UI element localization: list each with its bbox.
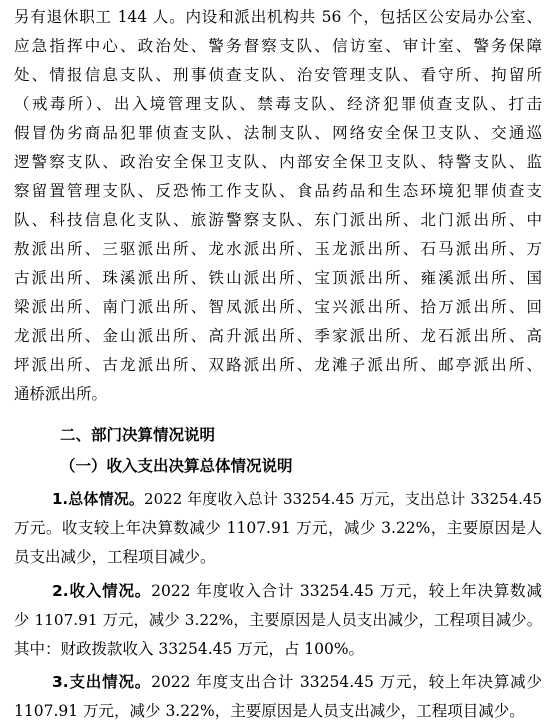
org-line-13: 坪派出所、古龙派出所、双路派出所、龙滩子派出所、邮亭派出所、 bbox=[14, 356, 542, 374]
org-line-11: 梁派出所、南门派出所、智凤派出所、宝兴派出所、拾万派出所、回 bbox=[14, 298, 542, 316]
expense-label: 3.支出情况。 bbox=[52, 673, 152, 691]
income-label: 2.收入情况。 bbox=[52, 582, 152, 600]
total-label: 1.总体情况。 bbox=[52, 490, 145, 508]
total-line-2: 万元。收支较上年决算数减少 1107.91 万元，减少 3.22%，主要原因是人 bbox=[14, 519, 542, 537]
org-line-12: 龙派出所、金山派出所、高升派出所、季家派出所、龙石派出所、高 bbox=[14, 327, 542, 345]
income-line-2: 少 1107.91 万元，减少 3.22%，主要原因是人员支出减少，工程项目减少。 bbox=[14, 611, 542, 629]
income-line-3: 其中：财政拨款收入 33254.45 万元，占 100%。 bbox=[14, 640, 365, 658]
org-line-3: 处、情报信息支队、刑事侦查支队、治安管理支队、看守所、拘留所 bbox=[14, 66, 542, 84]
org-line-14: 通桥派出所。 bbox=[14, 385, 108, 403]
org-line-5: 假冒伪劣商品犯罪侦查支队、法制支队、网络安全保卫支队、交通巡 bbox=[14, 124, 542, 142]
expense-text-1: 2022 年度支出合计 33254.45 万元，较上年决算减少 bbox=[151, 673, 542, 691]
expense-line-2: 1107.91 万元，减少 3.22%，主要原因是人员支出减少，工程项目减少。 bbox=[14, 702, 525, 720]
org-line-7: 察留置管理支队、反恐怖工作支队、食品药品和生态环境犯罪侦查支 bbox=[14, 182, 542, 200]
total-line-3: 员支出减少，工程项目减少。 bbox=[14, 548, 216, 566]
section-heading: 二、部门决算情况说明 bbox=[60, 426, 216, 444]
org-line-1: 另有退休职工 144 人。内设和派出机构共 56 个，包括区公安局办公室、 bbox=[14, 8, 542, 26]
total-text-1: 2022 年度收入总计 33254.45 万元，支出总计 33254.45 bbox=[144, 490, 542, 508]
total-line-1 bbox=[52, 485, 542, 514]
org-line-4: （戒毒所）、出入境管理支队、禁毒支队、经济犯罪侦查支队、打击 bbox=[14, 95, 542, 113]
org-line-8: 队、科技信息化支队、旅游警察支队、东门派出所、北门派出所、中 bbox=[14, 211, 542, 229]
income-text-1: 2022 年度收入合计 33254.45 万元，较上年决算数减 bbox=[151, 582, 542, 600]
org-line-6: 逻警察支队、政治安全保卫支队、内部安全保卫支队、特警支队、监 bbox=[14, 153, 542, 171]
org-line-2: 应急指挥中心、政治处、警务督察支队、信访室、审计室、警务保障 bbox=[14, 37, 542, 55]
org-line-9: 敖派出所、三驱派出所、龙水派出所、玉龙派出所、石马派出所、万 bbox=[14, 240, 542, 258]
income-line-1 bbox=[52, 577, 542, 606]
org-line-10: 古派出所、珠溪派出所、铁山派出所、宝顶派出所、雍溪派出所、国 bbox=[14, 269, 542, 287]
expense-line-1 bbox=[52, 668, 542, 697]
subsection-heading: （一）收入支出决算总体情况说明 bbox=[60, 457, 293, 475]
